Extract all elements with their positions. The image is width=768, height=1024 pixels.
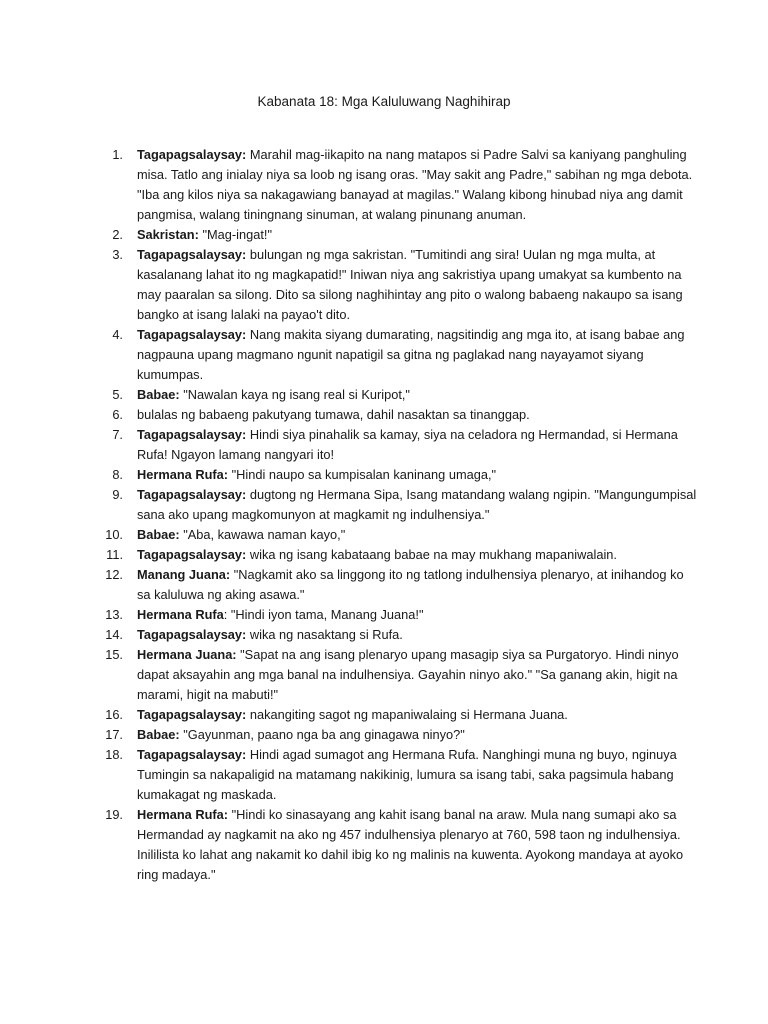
line-text [137,325,685,345]
speaker-name: Hermana Rufa [137,607,224,622]
item-number: 12. [105,567,123,582]
text-line [0,845,768,865]
text-line [0,525,768,545]
line-body: nagpauna upang magmano ngunit napatigil sa gitna ng paglakad nang nayayamot siyang [137,347,644,362]
line-body: Nang makita siyang dumarating, nagsitindig ang mga ito, at isang babae ang [246,327,685,342]
line-text [137,625,403,645]
line-body: "Mag-ingat!" [198,227,272,242]
line-body: nakangiting sagot ng mapaniwalaing si Hermana Juana. [246,707,568,722]
line-text [137,385,410,405]
page-title: Kabanata 18: Mga Kaluluwang Naghihirap [257,94,511,109]
line-body: "Nawalan kaya ng isang real si Kuripot," [179,387,410,402]
text-line [0,785,768,805]
line-text [137,425,678,445]
speaker-name: Babae: [137,527,180,542]
text-line [0,385,768,405]
line-body: : "Hindi iyon tama, Manang Juana!" [223,607,424,622]
item-number: 7. [112,427,123,442]
text-line [0,285,768,305]
line-body: sana ako upang magkomunyon at magkamit ng indulhensiya." [137,507,490,522]
line-text [137,305,350,325]
speaker-name: Tagapagsalaysay: [137,627,247,642]
text-line [0,425,768,445]
text-line [0,665,768,685]
item-number: 10. [105,527,123,542]
line-text [137,405,530,425]
line-body: pangmisa, walang tiningnang sinuman, at walang pinunang anuman. [137,207,527,222]
line-text [137,165,692,185]
line-text [137,665,678,685]
line-body: bulungan ng mga sakristan. "Tumitindi ang sira! Uulan ng mga multa, at [246,247,656,262]
line-body: wika ng isang kabataang babae na may mukhang mapaniwalain. [246,547,617,562]
speaker-name: Hermana Rufa: [137,467,229,482]
item-number: 11. [106,547,123,562]
line-text [137,825,681,845]
speaker-name: Manang Juana: [137,567,231,582]
item-number: 15. [105,647,123,662]
text-line [0,305,768,325]
item-number: 2. [112,227,123,242]
line-body: kasalanang lahat ito ng magkapatid!" Iniwan niya ang sakristiya upang umakyat sa kumbento na [137,267,682,282]
line-text [137,205,526,225]
text-line [0,345,768,365]
line-text [137,865,216,885]
line-text [137,345,644,365]
line-text [137,465,496,485]
line-text [137,245,655,265]
text-line [0,725,768,745]
text-line [0,865,768,885]
line-body: dapat aksayahin ang mga banal na indulhensiya. Gayahin ninyo ako." "Sa ganang akin, higit na [137,667,678,682]
line-text [137,785,276,805]
text-line [0,545,768,565]
text-line [0,825,768,845]
line-text [137,445,334,465]
line-body: Inililista ko lahat ang nakamit ko dahil ibig ko ng malinis na kuwenta. Ayokong mandaya at ayoko [137,847,684,862]
item-number: 6. [112,407,123,422]
speaker-name: Tagapagsalaysay: [137,707,247,722]
line-body: Hindi siya pinahalik sa kamay, siya na celadora ng Hermandad, si Hermana [246,427,678,442]
line-text [137,285,683,305]
line-body: dugtong ng Hermana Sipa, Isang matandang walang ngipin. "Mangungumpisal [246,487,697,502]
line-text [137,765,674,785]
speaker-name: Tagapagsalaysay: [137,747,247,762]
line-body: bulalas ng babaeng pakutyang tumawa, dahil nasaktan sa tinanggap. [137,407,530,422]
text-line [0,145,768,165]
item-number: 14. [105,627,123,642]
line-text [137,505,489,525]
text-line [0,325,768,345]
item-number: 16. [105,707,123,722]
line-text [137,225,272,245]
line-body: "Nagkamit ako sa linggong ito ng tatlong indulhensiya plenaryo, at inihandog ko [230,567,684,582]
speaker-name: Babae: [137,387,180,402]
line-text [137,805,676,825]
line-body: Marahil mag-iikapito na nang matapos si Padre Salvi sa kaniyang panghuling [246,147,687,162]
line-text [137,565,684,585]
item-number: 13. [105,607,123,622]
line-body: bangko at isang lalaki na payao't dito. [137,307,351,322]
speaker-name: Tagapagsalaysay: [137,147,247,162]
text-line [0,445,768,465]
line-body: "Iba ang kilos niya sa nakagawiang banayad at magilas." Walang kibong hinubad niya ang damit [137,187,683,202]
text-line [0,805,768,825]
line-text [137,525,345,545]
text-line [0,505,768,525]
line-body: "Sapat na ang isang plenaryo upang masagip siya sa Purgatoryo. Hindi ninyo [236,647,679,662]
dialogue-list [0,145,768,885]
item-number: 3. [112,247,123,262]
line-body: "Gayunman, paano nga ba ang ginagawa ninyo?" [179,727,465,742]
item-number: 9. [112,487,123,502]
item-number: 19. [105,807,123,822]
text-line [0,465,768,485]
line-text [137,705,568,725]
line-text [137,745,677,765]
speaker-name: Tagapagsalaysay: [137,427,247,442]
line-body: marami, higit na mabuti!" [137,687,279,702]
line-body: "Aba, kawawa naman kayo," [179,527,346,542]
item-number: 4. [112,327,123,342]
line-text [137,145,687,165]
text-line [0,265,768,285]
line-body: Tumingin sa nakapaligid na matamang nakikinig, lumura sa isang tabi, saka pagsimula habang [137,767,674,782]
text-line [0,565,768,585]
speaker-name: Tagapagsalaysay: [137,547,247,562]
text-line [0,165,768,185]
speaker-name: Sakristan: [137,227,199,242]
line-text [137,605,424,625]
line-body: Hindi agad sumagot ang Hermana Rufa. Nanghingi muna ng buyo, nginuya [246,747,677,762]
line-text [137,645,679,665]
line-text [137,485,696,505]
text-line [0,625,768,645]
line-body: wika ng nasaktang si Rufa. [246,627,403,642]
item-number: 1. [112,147,123,162]
line-body: may paaralan sa silong. Dito sa silong naghihintay ang pito o walong babaeng nakaupo sa isang [137,287,683,302]
text-line [0,225,768,245]
line-text [137,185,683,205]
line-text [137,545,617,565]
text-line [0,765,768,785]
text-line [0,685,768,705]
line-body: kumakagat ng maskada. [137,787,277,802]
text-line [0,705,768,725]
line-body: misa. Tatlo ang inialay niya sa loob ng isang oras. "May sakit ang Padre," sabihan ng mga debota. [137,167,693,182]
line-text [137,725,465,745]
text-line [0,485,768,505]
item-number: 18. [105,747,123,762]
text-line [0,365,768,385]
line-text [137,845,683,865]
line-body: Hermandad ay nagkamit na ako ng 457 indulhensiya plenaryo at 760, 598 taon ng indulhensiya. [137,827,681,842]
line-text [137,685,278,705]
item-number: 5. [112,387,123,402]
text-line [0,205,768,225]
speaker-name: Hermana Juana: [137,647,237,662]
line-body: "Hindi ko sinasayang ang kahit isang banal na araw. Mula nang sumapi ako sa [228,807,677,822]
text-line [0,645,768,665]
line-body: sa kaluluwa ng aking asawa." [137,587,305,602]
speaker-name: Tagapagsalaysay: [137,247,247,262]
line-text [137,365,203,385]
line-body: kumumpas. [137,367,204,382]
speaker-name: Babae: [137,727,180,742]
line-body: Rufa! Ngayon lamang nangyari ito! [137,447,335,462]
line-body: "Hindi naupo sa kumpisalan kaninang umaga," [228,467,497,482]
speaker-name: Hermana Rufa: [137,807,229,822]
line-text [137,265,681,285]
text-line [0,405,768,425]
speaker-name: Tagapagsalaysay: [137,487,247,502]
line-text [137,585,304,605]
line-body: ring madaya." [137,867,216,882]
text-line [0,745,768,765]
text-line [0,585,768,605]
text-line [0,605,768,625]
item-number: 8. [112,467,123,482]
item-number: 17. [105,727,123,742]
speaker-name: Tagapagsalaysay: [137,327,247,342]
text-line [0,185,768,205]
text-line [0,245,768,265]
